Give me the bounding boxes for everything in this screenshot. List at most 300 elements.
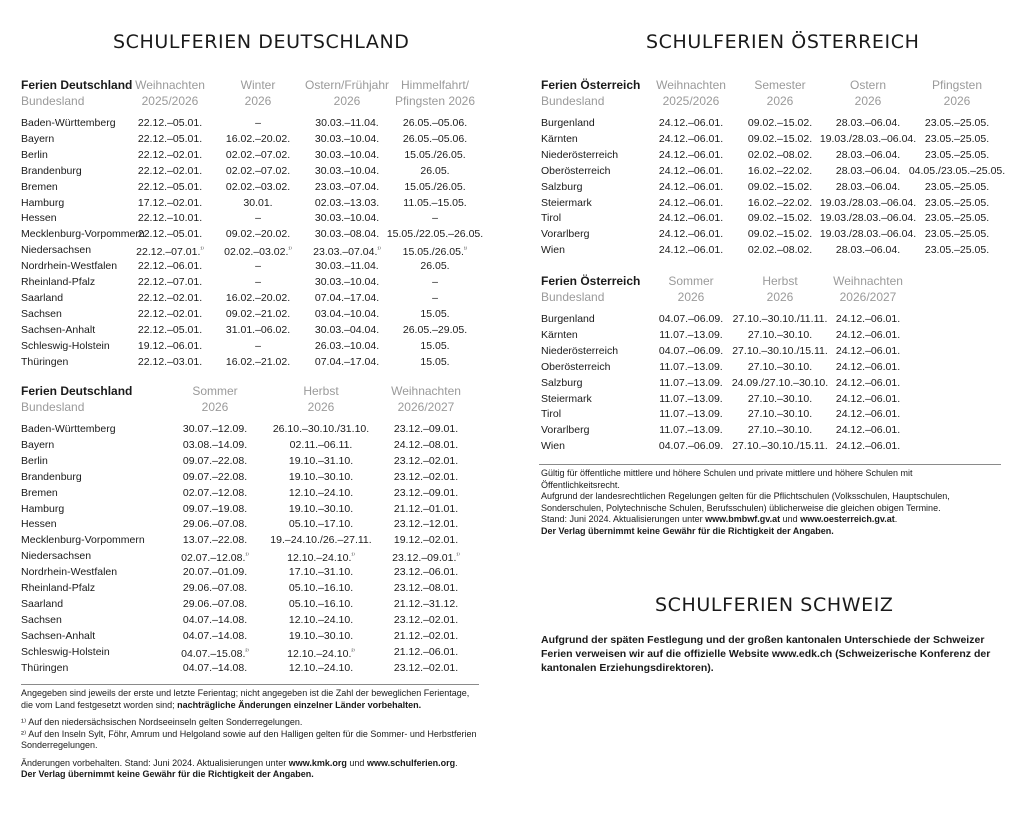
- at-t2-cell-dates: 24.12.–06.01.: [835, 344, 901, 357]
- de-t2-cell-dates: 12.10.–24.10.: [288, 486, 354, 499]
- footnote-marker: ¹⁾: [377, 247, 381, 254]
- at-t2-cell-dates: 27.10.–30.10.: [747, 408, 813, 421]
- de-title: SCHULFERIEN DEUTSCHLAND: [113, 31, 410, 53]
- de-t1-cell-bundesland: Sachsen: [21, 307, 62, 320]
- de-t2-cell-dates: 09.07.–19.08.: [182, 502, 248, 515]
- de-note-status: [21, 758, 481, 770]
- de-t2-cell-dates: 23.12.–12.01.: [393, 518, 459, 531]
- footnote-marker: ¹⁾: [463, 247, 468, 254]
- de-note-general-text: Angegeben sind jeweils der erste und letzte Ferientag; nicht angegeben ist die Zahl der beweglichen Ferientage, die vom Land festgesetzt worden sind;: [21, 688, 470, 710]
- de-t2-cell-dates: 12.10.–24.10.: [288, 661, 354, 674]
- de-t1-cell-dates: –: [255, 212, 261, 225]
- at-note-pflichtschulen: Aufgrund der landesrechtlichen Regelungen gelten für die Pflichtschulen (Volksschulen, Hauptschulen, Sonderschulen, Polytechnische Schulen, Berufsschulen) üblicherweise die gleichen obigen Termine.: [541, 491, 950, 513]
- de-t2-cell-dates: 21.12.–01.01.: [393, 502, 459, 515]
- at-t1-cell-dates: 28.03.–06.04.: [835, 148, 901, 161]
- de-t2-cell-bundesland: Bremen: [21, 486, 58, 499]
- at-t2-col-header-3: [833, 273, 903, 305]
- de-t1-row: [21, 115, 481, 131]
- de-t1-cell-dates: 30.03.–10.04.: [314, 132, 380, 145]
- de-t1-row: [21, 338, 481, 354]
- de-t2-cell-dates: 19.10.–31.10.: [288, 454, 354, 467]
- de-t2-cell-dates: 12.10.–24.10.: [288, 613, 354, 626]
- at-t2-cell-dates: 04.07.–06.09.: [658, 313, 724, 325]
- de-t1-cell-dates: 16.02.–20.02.: [225, 291, 291, 304]
- at-t1-col2-l1: Semester: [754, 78, 806, 92]
- de-t2-cell-dates: 21.12.–31.12.: [393, 597, 459, 610]
- at-t2-col-header-2: [762, 273, 797, 305]
- de-t1-row: [21, 131, 481, 147]
- at-t1-cell-dates: 23.05.–25.05.: [924, 148, 990, 161]
- de-t2-row: [21, 516, 481, 532]
- de-t2-cell-dates: 04.07.–14.08.: [182, 661, 248, 674]
- at-note-period: .: [894, 514, 898, 524]
- de-t2-col-header-2: [303, 383, 338, 415]
- de-t1-cell-dates: 15.05./22.05.–26.05.: [386, 228, 484, 241]
- de-t1-cell-dates: 02.02.–07.02.: [225, 164, 291, 177]
- de-t2-cell-bundesland: Brandenburg: [21, 470, 82, 483]
- de-t2-cell-bundesland: Rheinland-Pfalz: [21, 582, 96, 594]
- bmbwf-link[interactable]: www.bmbwf.gv.at: [705, 514, 781, 524]
- de-t2-cell-dates: 04.07.–14.08.: [182, 613, 248, 626]
- at-t2-cell-dates: 04.07.–06.09.: [658, 440, 724, 453]
- at-t1-cell-dates: 28.03.–06.04.: [835, 164, 901, 177]
- de-table-1: [21, 77, 484, 373]
- de-t1-cell-dates: –: [432, 276, 438, 288]
- at-t1-row: [541, 115, 1011, 131]
- de-t1-col3-l1: Ostern/Frühjahr: [304, 78, 390, 92]
- at-t2-cell-bundesland: Niederösterreich: [541, 344, 619, 357]
- de-t1-cell-dates: 23.03.–07.04.: [314, 180, 380, 193]
- de-t1-cell-bundesland: Bremen: [21, 180, 58, 193]
- at-note-validity: Gültig für öffentliche mittlere und höhere Schulen und private mittlere und höhere Schulen mit Öffentlichkeitsrecht.: [541, 468, 913, 490]
- de-t2-cell-dates: 19.12.–02.01.: [393, 534, 459, 547]
- de-t1-header-title: Ferien Deutschland: [21, 78, 133, 92]
- de-t2-cell-dates: 26.10.–30.10./31.10.: [272, 423, 370, 435]
- de-t2-row: [21, 644, 481, 660]
- de-t1-row: [21, 195, 481, 211]
- at-t1-cell-dates: 23.05.–25.05.: [924, 132, 990, 145]
- de-t2-row: [21, 596, 481, 612]
- de-t2-col-header-1: [192, 383, 237, 415]
- at-t2-row: [541, 438, 1011, 454]
- de-t2-col2-l2: 2026: [307, 400, 335, 414]
- at-t2-cell-dates: 24.12.–06.01.: [835, 424, 901, 437]
- de-t1-cell-dates: 22.12.–03.01.: [137, 355, 203, 368]
- at-table-2: [541, 273, 1011, 459]
- de-t2-cell-bundesland: Schleswig-Holstein: [21, 645, 110, 658]
- de-t1-cell-dates: 09.02.–20.02.: [225, 228, 291, 241]
- de-t1-cell-dates: 07.04.–17.04.: [314, 355, 380, 368]
- at-t1-cell-dates: 16.02.–22.02.: [747, 196, 813, 209]
- at-t1-cell-dates: 24.12.–06.01.: [658, 117, 724, 129]
- at-t2-cell-bundesland: Tirol: [541, 408, 562, 421]
- at-t2-row: [541, 422, 1011, 438]
- de-t2-cell-bundesland: Niedersachsen: [21, 550, 92, 563]
- de-t1-cell-bundesland: Sachsen-Anhalt: [21, 323, 96, 336]
- at-notes: [541, 468, 973, 537]
- de-note-and: und: [349, 757, 365, 768]
- footnote-marker: ¹⁾: [200, 247, 204, 254]
- de-t2-cell-dates: 05.10.–17.10.: [288, 518, 354, 531]
- at-t2-col1-l2: 2026: [677, 290, 705, 304]
- at-t2-cell-dates: 27.10.–30.10./15.11.: [732, 344, 828, 357]
- ch-title: SCHULFERIEN SCHWEIZ: [655, 594, 894, 616]
- de-t1-cell-dates: 15.05./26.05.$^{^{1)}}$: [402, 246, 468, 259]
- at-t1-col1-l2: 2025/2026: [662, 94, 720, 108]
- de-notes-divider: [21, 684, 479, 685]
- footnote-marker: ²⁾: [245, 648, 249, 655]
- de-note-general-bold: nachträgliche Änderungen einzelner Länder vorbehalten.: [177, 699, 422, 710]
- at-t1-cell-dates: 24.12.–06.01.: [658, 148, 724, 161]
- de-t1-cell-dates: –: [255, 276, 261, 288]
- de-t1-cell-dates: 22.12.–02.01.: [137, 291, 203, 304]
- at-t1-cell-dates: 16.02.–22.02.: [747, 164, 813, 177]
- at-t1-col4-l1: Pfingsten: [931, 78, 983, 92]
- de-t2-cell-dates: 05.10.–16.10.: [288, 582, 354, 594]
- de-t1-col-header-4: [395, 77, 475, 109]
- de-t1-cell-dates: 30.03.–10.04.: [314, 148, 380, 161]
- at-t2-cell-dates: 24.12.–06.01.: [835, 313, 901, 325]
- de-t1-cell-dates: 22.12.–02.01.: [137, 164, 203, 177]
- de-t1-row: [21, 242, 481, 258]
- at-t2-header-first: [541, 273, 640, 305]
- at-t2-cell-dates: 11.07.–13.09.: [659, 376, 723, 389]
- de-t2-cell-dates: 19.10.–30.10.: [288, 502, 354, 515]
- de-t1-cell-dates: 16.02.–21.02.: [225, 355, 291, 368]
- at-t1-cell-bundesland: Salzburg: [541, 180, 583, 193]
- de-t1-cell-dates: –: [255, 339, 261, 352]
- de-t2-cell-dates: 29.06.–07.08.: [182, 518, 248, 531]
- de-t2-row: [21, 580, 481, 596]
- at-t2-cell-dates: 11.07.–13.09.: [659, 424, 723, 437]
- de-t1-cell-dates: 22.12.–05.01.: [137, 132, 203, 145]
- de-t2-cell-dates: 23.12.–08.01.: [393, 582, 459, 594]
- de-t1-row: [21, 147, 481, 163]
- at-t2-cell-bundesland: Kärnten: [541, 328, 578, 341]
- at-t2-cell-bundesland: Vorarlberg: [541, 424, 590, 437]
- at-t2-row: [541, 327, 1011, 343]
- de-t2-row: [21, 485, 481, 501]
- de-t2-cell-dates: 29.06.–07.08.: [182, 582, 248, 594]
- de-t1-cell-dates: –: [432, 291, 438, 304]
- de-t2-col1-l2: 2026: [201, 400, 229, 414]
- at-t1-row: [541, 163, 1011, 179]
- at-t2-cell-dates: 27.10.–30.10.: [747, 328, 813, 341]
- de-t2-col-header-3: [391, 383, 461, 415]
- de-t2-row: [21, 548, 481, 564]
- at-t2-cell-dates: 27.10.–30.10.: [747, 360, 813, 373]
- de-t1-cell-dates: 22.12.–10.01.: [137, 212, 203, 225]
- de-t2-row: [21, 660, 481, 676]
- at-t2-cell-dates: 27.10.–30.10.: [747, 424, 813, 437]
- de-t2-cell-dates: 13.07.–22.08.: [182, 534, 248, 547]
- de-t1-cell-dates: 02.02.–03.02.$^{^{1)}}$: [224, 246, 292, 259]
- de-note-status-text: Änderungen vorbehalten. Stand: Juni 2024. Aktualisierungen unter: [21, 757, 287, 768]
- de-t1-cell-dates: –: [432, 212, 438, 225]
- de-t1-cell-bundesland: Hessen: [21, 212, 57, 225]
- de-t2-header-first: [21, 383, 132, 415]
- de-t1-cell-dates: 26.05.–29.05.: [402, 323, 468, 336]
- de-t1-cell-dates: 30.03.–10.04.: [314, 212, 380, 225]
- at-t2-cell-dates: 11.07.–13.09.: [659, 328, 723, 341]
- at-t1-row: [541, 210, 1011, 226]
- de-t2-row: [21, 612, 481, 628]
- de-t1-cell-dates: 02.03.–13.03.: [314, 196, 380, 209]
- de-t1-col2-l1: Winter: [240, 78, 276, 92]
- at-t1-col3-l2: 2026: [854, 94, 882, 108]
- de-t1-cell-dates: 30.03.–10.04.: [314, 164, 380, 177]
- at-t2-col2-l1: Herbst: [762, 274, 798, 288]
- at-notes-divider: [539, 464, 1001, 465]
- at-t1-cell-dates: 19.03./28.03.–06.04.: [819, 132, 917, 145]
- de-t1-cell-bundesland: Thüringen: [21, 355, 69, 368]
- de-table-2: [21, 383, 481, 679]
- de-t2-cell-dates: 02.11.–06.11.: [289, 438, 353, 451]
- at-t1-row: [541, 147, 1011, 163]
- de-t2-cell-dates: 12.10.–24.10.$^{^{2)}}$: [287, 647, 355, 660]
- de-t1-cell-dates: 03.04.–10.04.: [314, 307, 380, 320]
- at-t1-row: [541, 179, 1011, 195]
- de-t1-cell-dates: 26.03.–10.04.: [314, 339, 380, 352]
- de-t2-cell-dates: 09.07.–22.08.: [182, 470, 248, 483]
- de-t1-cell-dates: 22.12.–05.01.: [137, 180, 203, 193]
- at-t2-cell-dates: 24.12.–06.01.: [835, 408, 901, 421]
- de-t1-cell-dates: 23.03.–07.04.$^{^{1)}}$: [313, 246, 381, 259]
- de-t2-row: [21, 469, 481, 485]
- at-t1-cell-bundesland: Burgenland: [541, 117, 595, 129]
- de-t1-cell-dates: 15.05./26.05.: [404, 148, 466, 161]
- de-t1-cell-dates: –: [255, 117, 261, 129]
- de-t1-col1-l1: Weihnachten: [135, 78, 205, 92]
- de-t2-row: [21, 453, 481, 469]
- de-t2-cell-dates: 03.08.–14.09.: [182, 438, 248, 451]
- at-t2-cell-bundesland: Wien: [541, 440, 565, 453]
- de-t2-cell-dates: 23.12.–02.01.: [393, 454, 459, 467]
- de-t1-cell-dates: 30.03.–11.04.: [315, 117, 379, 129]
- at-t1-cell-dates: 23.05.–25.05.: [924, 228, 990, 241]
- de-t2-cell-dates: 30.07.–12.09.: [182, 423, 248, 435]
- at-t2-cell-dates: 24.12.–06.01.: [835, 392, 901, 405]
- de-t1-row: [21, 179, 481, 195]
- de-t1-col4-l2: Pfingsten 2026: [394, 94, 476, 108]
- at-t1-col-header-4: [932, 77, 982, 109]
- at-t2-row: [541, 406, 1011, 422]
- at-t2-row: [541, 311, 1011, 327]
- at-t2-row: [541, 375, 1011, 391]
- de-t1-row: [21, 290, 481, 306]
- at-t1-cell-bundesland: Vorarlberg: [541, 228, 590, 241]
- de-t2-cell-dates: 04.07.–14.08.: [182, 629, 248, 642]
- de-t2-cell-dates: 29.06.–07.08.: [182, 597, 248, 610]
- de-t1-col4-l1: Himmelfahrt/: [400, 78, 469, 92]
- at-t1-col1-l1: Weihnachten: [656, 78, 726, 92]
- at-t1-cell-dates: 23.05.–25.05.: [924, 244, 990, 257]
- de-notes: [21, 688, 481, 781]
- de-t1-col2-l2: 2026: [244, 94, 272, 108]
- at-t2-cell-dates: 11.07.–13.09.: [659, 360, 723, 373]
- at-t1-header-first: [541, 77, 640, 109]
- at-t1-row: [541, 226, 1011, 242]
- at-t1-cell-dates: 09.02.–15.02.: [747, 228, 813, 241]
- at-t1-col-header-1: [656, 77, 726, 109]
- de-t1-cell-bundesland: Niedersachsen: [21, 244, 92, 257]
- schulferien-link[interactable]: www.schulferien.org: [366, 757, 456, 768]
- footnote-marker: ¹⁾: [245, 553, 249, 560]
- at-t1-header-title: Ferien Österreich: [541, 78, 641, 92]
- at-t2-col3-l2: 2026/2027: [839, 290, 897, 304]
- at-t1-cell-dates: 24.12.–06.01.: [658, 132, 724, 145]
- at-t1-col2-l2: 2026: [766, 94, 794, 108]
- de-t1-row: [21, 226, 484, 242]
- de-t2-cell-bundesland: Berlin: [21, 454, 48, 467]
- de-t2-cell-bundesland: Thüringen: [21, 661, 69, 674]
- at-t2-cell-bundesland: Salzburg: [541, 376, 583, 389]
- de-note-general: [21, 688, 481, 711]
- at-t1-row: [541, 131, 1011, 147]
- de-t2-cell-dates: 23.12.–09.01.$^{^{1)}}$: [392, 552, 460, 565]
- kmk-link[interactable]: www.kmk.org: [288, 757, 347, 768]
- footnote-marker: ¹⁾: [456, 553, 460, 560]
- de-t1-cell-bundesland: Bayern: [21, 132, 55, 145]
- de-t2-cell-dates: 04.07.–15.08.$^{^{2)}}$: [181, 647, 249, 660]
- de-t2-cell-dates: 05.10.–16.10.: [288, 597, 354, 610]
- de-t1-row: [21, 210, 481, 226]
- at-t2-row: [541, 359, 1011, 375]
- at-t1-cell-dates: 23.05.–25.05.: [924, 180, 990, 193]
- de-t1-cell-dates: 22.12.–02.01.: [137, 148, 203, 161]
- de-t1-cell-bundesland: Hamburg: [21, 196, 65, 209]
- de-t2-cell-bundesland: Sachsen-Anhalt: [21, 629, 96, 642]
- at-t1-cell-bundesland: Wien: [541, 244, 565, 257]
- at-t1-cell-dates: 24.12.–06.01.: [658, 212, 724, 225]
- at-t2-row: [541, 343, 1011, 359]
- de-t1-cell-dates: –: [255, 260, 261, 273]
- at-t1-cell-bundesland: Tirol: [541, 212, 562, 225]
- de-t2-cell-dates: 19.–24.10./26.–27.11.: [270, 534, 372, 547]
- at-t2-cell-dates: 11.07.–13.09.: [659, 392, 723, 405]
- de-t2-cell-bundesland: Bayern: [21, 438, 55, 451]
- at-t2-col3-l1: Weihnachten: [833, 274, 903, 288]
- de-t1-cell-dates: 11.05.–15.05.: [403, 196, 467, 209]
- de-t1-cell-dates: 22.12.–05.01.: [137, 117, 203, 129]
- de-t1-cell-dates: 22.12.–02.01.: [137, 307, 203, 320]
- at-title: SCHULFERIEN ÖSTERREICH: [646, 31, 920, 53]
- de-t2-row: [21, 501, 481, 517]
- at-t1-cell-dates: 02.02.–08.02.: [747, 148, 813, 161]
- de-t1-cell-dates: 15.05./26.05.: [404, 180, 466, 193]
- at-t2-cell-dates: 04.07.–06.09.: [658, 344, 724, 357]
- at-t2-row: [541, 391, 1011, 407]
- footnote-marker: ¹⁾: [351, 553, 355, 560]
- at-t2-cell-dates: 27.10.–30.10.: [747, 392, 813, 405]
- at-t1-row: [541, 195, 1011, 211]
- de-t1-cell-bundesland: Baden-Württemberg: [21, 117, 116, 129]
- de-t2-row: [21, 628, 481, 644]
- at-t2-cell-dates: 24.12.–06.01.: [835, 376, 901, 389]
- at-t2-col-header-1: [668, 273, 713, 305]
- de-t1-cell-dates: 26.05.–05.06.: [402, 117, 468, 129]
- de-t2-cell-bundesland: Hamburg: [21, 502, 65, 515]
- de-t2-cell-dates: 23.12.–02.01.: [393, 661, 459, 674]
- de-t2-cell-bundesland: Sachsen: [21, 613, 62, 626]
- de-t1-row: [21, 306, 481, 322]
- footnote-marker: ²⁾: [351, 648, 355, 655]
- at-t2-header-title: Ferien Österreich: [541, 274, 641, 288]
- de-t1-header-first: [21, 77, 132, 109]
- at-t1-cell-dates: 24.12.–06.01.: [658, 244, 724, 257]
- de-t2-cell-dates: 23.12.–02.01.: [393, 613, 459, 626]
- at-t1-cell-bundesland: Steiermark: [541, 196, 592, 209]
- de-t2-cell-dates: 19.10.–30.10.: [288, 470, 354, 483]
- at-t1-col3-l1: Ostern: [849, 78, 887, 92]
- oesterreich-link[interactable]: www.oesterreich.gv.at: [800, 514, 895, 524]
- footnote-marker: ¹⁾: [288, 247, 292, 254]
- de-t2-cell-bundesland: Baden-Württemberg: [21, 423, 116, 435]
- de-footnote-1: ¹⁾ Auf den niedersächsischen Nordseeinseln gelten Sonderregelungen.: [21, 717, 303, 727]
- de-t2-row: [21, 437, 481, 453]
- at-note-disclaimer: Der Verlag übernimmt keine Gewähr für die Richtigkeit der Angaben.: [541, 525, 834, 536]
- de-t2-cell-bundesland: Saarland: [21, 597, 64, 610]
- de-t1-cell-dates: 26.05.: [420, 164, 450, 177]
- at-t1-cell-dates: 02.02.–08.02.: [747, 244, 813, 257]
- de-t1-cell-dates: 31.01.–06.02.: [225, 323, 291, 336]
- at-t2-cell-dates: 24.09./27.10.–30.10.: [731, 376, 829, 389]
- de-t1-cell-dates: 26.05.: [420, 260, 450, 273]
- de-t2-cell-dates: 23.12.–09.01.: [393, 423, 459, 435]
- at-t2-cell-bundesland: Steiermark: [541, 392, 592, 405]
- de-t1-col-header-3: [305, 77, 389, 109]
- de-t1-cell-dates: 30.03.–08.04.: [314, 228, 380, 241]
- at-t2-cell-bundesland: Burgenland: [541, 313, 595, 325]
- de-t2-cell-dates: 24.12.–08.01.: [393, 438, 459, 451]
- at-t2-cell-dates: 24.12.–06.01.: [835, 360, 901, 373]
- de-t1-cell-bundesland: Saarland: [21, 291, 64, 304]
- de-t1-cell-dates: 26.05.–05.06.: [402, 132, 468, 145]
- at-note-and: und: [782, 514, 798, 524]
- de-t2-header-title: Ferien Deutschland: [21, 384, 133, 398]
- de-t1-col-header-2: [241, 77, 276, 109]
- de-t2-col3-l2: 2026/2027: [397, 400, 455, 414]
- de-t2-cell-dates: 23.12.–02.01.: [393, 470, 459, 483]
- de-t1-cell-dates: 22.12.–07.01.$^{^{1)}}$: [136, 246, 204, 259]
- de-footnote-2: ²⁾ Auf den Inseln Sylt, Föhr, Amrum und Helgoland sowie auf den Halligen gelten für die Sommer- und Herbstferien Sonderregelungen.: [21, 728, 477, 750]
- de-t1-cell-bundesland: Schleswig-Holstein: [21, 339, 110, 352]
- de-t2-cell-bundesland: Mecklenburg-Vorpommern: [21, 534, 145, 547]
- de-t2-row: [21, 564, 481, 580]
- at-t2-cell-dates: 27.10.–30.10./11.11.: [732, 313, 828, 325]
- at-t1-cell-dates: 24.12.–06.01.: [658, 180, 724, 193]
- at-t1-col-header-2: [754, 77, 805, 109]
- at-t1-header-sub: Bundesland: [541, 94, 605, 108]
- at-t1-cell-dates: 09.02.–15.02.: [747, 132, 813, 145]
- de-t1-cell-dates: 16.02.–20.02.: [225, 132, 291, 145]
- de-t1-cell-bundesland: Nordrhein-Westfalen: [21, 260, 118, 273]
- de-t2-cell-dates: 20.07.–01.09.: [182, 566, 248, 579]
- at-t2-cell-bundesland: Oberösterreich: [541, 360, 611, 373]
- de-t1-cell-dates: 15.05.: [420, 339, 450, 352]
- at-t1-col-header-3: [850, 77, 886, 109]
- at-t1-row: [541, 242, 1011, 258]
- de-t1-cell-dates: 22.12.–05.01.: [137, 228, 203, 241]
- at-t1-cell-dates: 09.02.–15.02.: [747, 117, 813, 129]
- de-t1-cell-dates: 15.05.: [420, 355, 450, 368]
- de-t1-cell-dates: 17.12.–02.01.: [137, 196, 203, 209]
- de-t1-cell-dates: 19.12.–06.01.: [137, 339, 203, 352]
- at-t2-header-sub: Bundesland: [541, 290, 605, 304]
- de-t2-cell-dates: 23.12.–09.01.: [393, 486, 459, 499]
- de-t1-cell-dates: 30.01.: [243, 196, 273, 209]
- de-t1-cell-bundesland: Brandenburg: [21, 164, 82, 177]
